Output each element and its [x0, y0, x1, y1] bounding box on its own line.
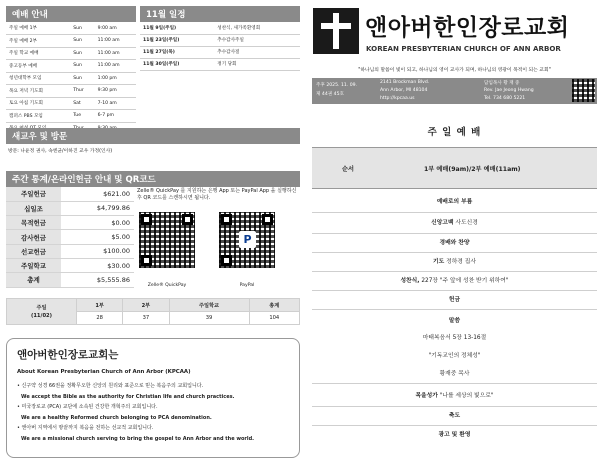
worship-offering: 헌금 — [312, 291, 597, 310]
offering-row-cell: $4,799.86 — [61, 201, 134, 215]
offering-row — [6, 187, 134, 201]
service-row-cell: 중고등부 예배 — [6, 60, 70, 73]
schedule-row-cell: 11월 30일(주일) — [140, 58, 214, 70]
phone-number: Tel. 734 680 5221 — [484, 96, 526, 101]
qr-label-paypal: PayPal — [239, 283, 255, 288]
service-row-cell: Sun — [70, 22, 94, 35]
sermon-title: "기독교인의 정체성" — [428, 353, 481, 359]
offering-row-cell: $0.00 — [61, 216, 134, 230]
about-subtitle: About Korean Presbyterian Church of Ann Arbor (KPCAA) — [17, 369, 191, 375]
offering-row-cell: 감사헌금 — [6, 230, 61, 244]
attendance-value: 104 — [249, 312, 299, 325]
zelle-qr-code[interactable] — [139, 212, 195, 268]
worship-praise: 경배와 찬양 — [312, 234, 597, 253]
offering-table — [6, 187, 134, 288]
attendance-header: 주일학교 — [169, 299, 249, 312]
offering-row-cell: 총계 — [6, 273, 61, 287]
offering-row-cell: $30.00 — [61, 258, 134, 272]
service-row-cell: Tue — [70, 110, 94, 123]
service-row — [6, 35, 136, 48]
attendance-value: 37 — [123, 312, 169, 325]
service-row-cell: 주일 예배 2부 — [6, 35, 70, 48]
order-label: 순서 — [342, 166, 354, 173]
pastor-kr: 담임목사 황 재 중 — [484, 81, 520, 86]
schedule-row-cell: 성찬식, 새가족환영회 — [214, 22, 300, 34]
about-line: We accept the Bible as the authority for Christian life and church practices. — [21, 393, 235, 400]
offering-row — [6, 230, 134, 244]
schedule-title: 11월 일정 — [140, 6, 300, 22]
worship-call: 예배로의 부름 — [312, 192, 597, 213]
offering-row — [6, 244, 134, 258]
about-line: • 미국장로교 (PCA) 교단에 소속된 건강한 개혁주의 교회입니다. — [17, 404, 158, 410]
offering-row-cell: 십일조 — [6, 201, 61, 215]
offering-row-cell: $5,555.86 — [61, 273, 134, 287]
worship-communion: 성찬식, 227장 "주 앞에 성찬 받기 위하여" — [312, 272, 597, 291]
service-row-cell: 주일 학교 예배 — [6, 47, 70, 60]
offering-row-cell: $5.00 — [61, 230, 134, 244]
offering-row-cell: $621.00 — [61, 187, 134, 201]
announcements-title: 예배 안내 — [6, 6, 136, 22]
service-row-cell: 목요 저녁 기도회 — [6, 85, 70, 98]
service-row-cell: Sun — [70, 47, 94, 60]
qr-label-zelle: Zelle® QuickPay — [147, 283, 187, 288]
about-line: We are a healthy Reformed church belonging to PCA denomination. — [21, 414, 212, 421]
schedule-row — [140, 34, 300, 46]
service-row — [6, 85, 136, 98]
offering-row — [6, 273, 134, 287]
zelle-instructions: Zelle® QuickPay 를 지원하는 은행 App 또는 PayPal App 을 실행하신 후 QR 코드를 스캔하시면 됩니다. — [137, 188, 297, 201]
worship-sermon-block — [312, 310, 597, 384]
service-row-cell: Sun — [70, 35, 94, 48]
schedule-row-cell: 11월 9일(주일) — [140, 22, 214, 34]
service-row-cell: 6-7 pm — [95, 110, 136, 123]
offering-title: 주간 통계/온라인헌금 안내 및 QR코드 — [6, 171, 300, 187]
fellowship-text: 방문: 나윤정 권사, 속엔균/이하진 교우 가정(인사) — [8, 149, 113, 154]
service-row — [6, 72, 136, 85]
service-row-cell: 11:00 am — [95, 35, 136, 48]
service-row-cell: 9:00 am — [95, 22, 136, 35]
attendance-header: 총계 — [249, 299, 299, 312]
service-row — [6, 110, 136, 123]
offering-row-cell: $100.00 — [61, 244, 134, 258]
service-row — [6, 60, 136, 73]
offering-row-cell: 주일학교 — [6, 258, 61, 272]
worship-response: 목을성가 "나를 세상의 빛으로" — [312, 386, 597, 407]
offering-row — [6, 201, 134, 215]
offering-row — [6, 258, 134, 272]
service-row-cell: Sat — [70, 97, 94, 110]
worship-blessing: 축도 — [312, 407, 597, 426]
church-qr-code[interactable] — [572, 79, 595, 102]
schedule-row — [140, 22, 300, 34]
attendance-date: (11/02) — [30, 312, 53, 319]
church-logo-icon — [313, 8, 359, 54]
schedule-row-cell: 추수감사주일 — [214, 34, 300, 46]
about-line: We are a missional church serving to bring the gospel to Ann Arbor and the world. — [21, 435, 255, 442]
schedule-row-cell: 11월 23일(주일) — [140, 34, 214, 46]
service-row-cell: 7-10 am — [95, 97, 136, 110]
address-line1: 2141 Brockman Blvd. — [380, 80, 430, 85]
schedule-row — [140, 58, 300, 70]
scripture: 마태복음서 5장 13-16절 — [422, 335, 487, 341]
church-name-en: KOREAN PRESBYTERIAN CHURCH OF ANN ARBOR — [366, 44, 561, 53]
service-row-cell: Sun — [70, 60, 94, 73]
service-row-cell: 11:00 am — [95, 60, 136, 73]
issue-number: 제 44권 45호 — [316, 92, 344, 97]
schedule-row-cell: 11월 27일(목) — [140, 46, 214, 58]
pastor-en: Rev. Jae Jeong Hwang — [484, 88, 534, 93]
schedule-row — [140, 46, 300, 58]
schedule-table — [140, 22, 300, 71]
about-line: • 신구약 성경 66권을 정확무오한 신앙의 원리와 표준으로 믿는 복음주의 교회입니다. — [17, 383, 204, 389]
church-name-kr: 앤아버한인장로교회 — [365, 15, 570, 41]
service-row-cell: 9:30 pm — [95, 85, 136, 98]
attendance-header: 1부 — [77, 299, 123, 312]
paypal-qr-code[interactable] — [219, 212, 275, 268]
word-label: 말씀 — [448, 318, 461, 324]
service-times-table — [6, 22, 136, 135]
about-box — [6, 338, 300, 458]
schedule-row-cell: 정기 당회 — [214, 58, 300, 70]
service-row — [6, 47, 136, 60]
order-value: 1부 예배(9am)/2부 예배(11am) — [424, 166, 521, 173]
attendance-label: 주일 — [36, 304, 47, 311]
about-list — [17, 381, 289, 444]
fellowship-title: 새교우 및 방문 — [6, 128, 300, 144]
offering-row-cell: 선교헌금 — [6, 244, 61, 258]
worship-title: 주 일 예 배 — [427, 127, 482, 138]
issue-date: 주후 2025. 11. 09. — [316, 83, 358, 88]
church-motto: "하나님의 말씀이 빛이 되고, 하나님의 영이 교사가 되며, 하나님의 영광이 목적이 되는 교회" — [358, 68, 551, 73]
schedule-row-cell: 추수감사절 — [214, 46, 300, 58]
attendance-value: 39 — [169, 312, 249, 325]
about-line: • 앤아버 지역에서 땅끝까지 복음을 전하는 선교적 교회입니다. — [17, 425, 154, 431]
worship-creed: 신앙고백 사도신경 — [312, 213, 597, 234]
paypal-logo-icon: P — [239, 231, 256, 248]
offering-row-cell: 주일헌금 — [6, 187, 61, 201]
service-row-cell: 토요 아침 기도회 — [6, 97, 70, 110]
service-row-cell: Sun — [70, 72, 94, 85]
address-line2: Ann Arbor, MI 48104 — [380, 88, 428, 93]
worship-announcements: 광고 및 환영 — [438, 432, 471, 438]
service-row — [6, 22, 136, 35]
service-row-cell: 11:00 am — [95, 47, 136, 60]
worship-order-header — [312, 147, 597, 189]
service-row-cell: 청년대학부 모임 — [6, 72, 70, 85]
service-row-cell: Thur — [70, 85, 94, 98]
offering-row — [6, 216, 134, 230]
website-link[interactable]: http://kpcaa.us — [380, 96, 415, 101]
preacher: 황재중 목사 — [439, 371, 470, 377]
service-row-cell: 캠퍼스 PBS 모임 — [6, 110, 70, 123]
offering-row-cell: 목적헌금 — [6, 216, 61, 230]
service-row-cell: 1:00 pm — [95, 72, 136, 85]
about-title: 앤아버한인장로교회는 — [17, 349, 119, 361]
attendance-header: 2부 — [123, 299, 169, 312]
worship-prayer: 기도 정하경 집사 — [312, 253, 597, 272]
service-row-cell: 주일 예배 1부 — [6, 22, 70, 35]
service-row — [6, 97, 136, 110]
church-info-bar — [312, 78, 597, 104]
attendance-table — [6, 298, 300, 325]
attendance-value: 28 — [77, 312, 123, 325]
